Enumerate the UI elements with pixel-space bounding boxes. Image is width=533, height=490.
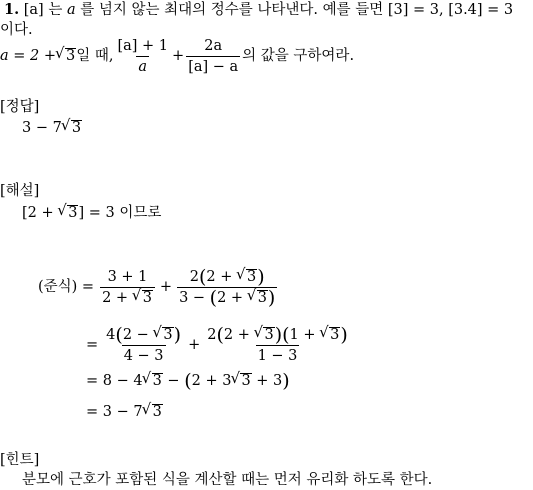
sqrt-3: √ 3 xyxy=(143,372,163,390)
sqrt-3: √ 3 xyxy=(56,47,76,65)
sqrt-3: √ 3 xyxy=(320,326,340,344)
fraction-1: $\frac{[a] + 1}{a}$ xyxy=(117,37,169,75)
sqrt-3: √ 3 xyxy=(153,326,173,344)
fraction-2: $\frac{2a}{[a] - a}$ xyxy=(188,37,239,75)
plus-sign: + xyxy=(172,48,185,64)
fraction: $\frac{2(2 + √ 3)(1 + √ 3)}{1 - 3}$ xyxy=(205,326,350,365)
bracket-a: [a] xyxy=(23,2,44,18)
given-label: (준식) = xyxy=(38,279,95,295)
equation-row-4: = 3 − 7√ 3 xyxy=(86,403,163,421)
answer-value: 3 − 7√ 3 xyxy=(22,119,82,137)
fraction: $\frac{2(2 + √ 3)}{3 - (2 + √ 3)}$ xyxy=(177,268,277,307)
explanation-label: [해설] xyxy=(0,183,40,199)
lhs: a = 2 + xyxy=(0,48,56,64)
answer-label: [정답] xyxy=(0,99,40,115)
sqrt-3: √ 3 xyxy=(237,268,257,286)
example-expression: [3] = 3, [3.4] = 3 xyxy=(387,2,514,18)
problem-number: 1. xyxy=(4,1,20,18)
problem-text: 의 값을 구하여라. xyxy=(242,48,355,64)
sqrt-3: √ 3 xyxy=(248,289,268,307)
sqrt-3: √ 3 xyxy=(254,326,274,344)
problem-line-2: 이다. xyxy=(0,22,33,38)
problem-text: 를 넘지 않는 최대의 정수를 나타낸다. 예를 들면 xyxy=(75,2,388,18)
problem-line-3 xyxy=(0,36,354,76)
sqrt-3: √ 3 xyxy=(58,204,78,222)
fraction: $\frac{4(2 - √ 3)}{4 - 3}$ xyxy=(104,326,183,365)
equation-row-2: = $\frac{4(2 - √ 3)}{4 - 3}$ + $\frac{2(2 + √ 3)(1 + √ 3)}{1 - 3}$ xyxy=(86,320,352,370)
sqrt-3: √ 3 xyxy=(231,372,251,390)
equation-row-1: (준식) = $\frac{3 + 1}{2 + √ 3}$ + $\frac{2(2 + √ 3)}{3 - (2 + √ 3)}$ xyxy=(38,262,279,312)
hint-label: [힌트] xyxy=(0,452,40,468)
hint-text: 분모에 근호가 포함된 식을 계산할 때는 먼저 유리화 하도록 한다. xyxy=(22,472,433,488)
equation-row-3: = 8 − 4√ 3 − (2 + 3√ 3 + 3) xyxy=(86,372,290,390)
problem-text: 일 때, xyxy=(76,48,114,64)
problem-line-1 xyxy=(4,1,513,19)
sqrt-3: √ 3 xyxy=(62,119,82,137)
fraction: $\frac{3 + 1}{2 + √ 3}$ xyxy=(100,268,155,307)
problem-text: 는 xyxy=(43,2,67,18)
sqrt-3: √ 3 xyxy=(143,403,163,421)
var-a: a xyxy=(66,2,76,18)
explanation-step-1: [2 + √ 3] = 3 이므로 xyxy=(22,204,161,222)
sqrt-3: √ 3 xyxy=(133,289,153,307)
